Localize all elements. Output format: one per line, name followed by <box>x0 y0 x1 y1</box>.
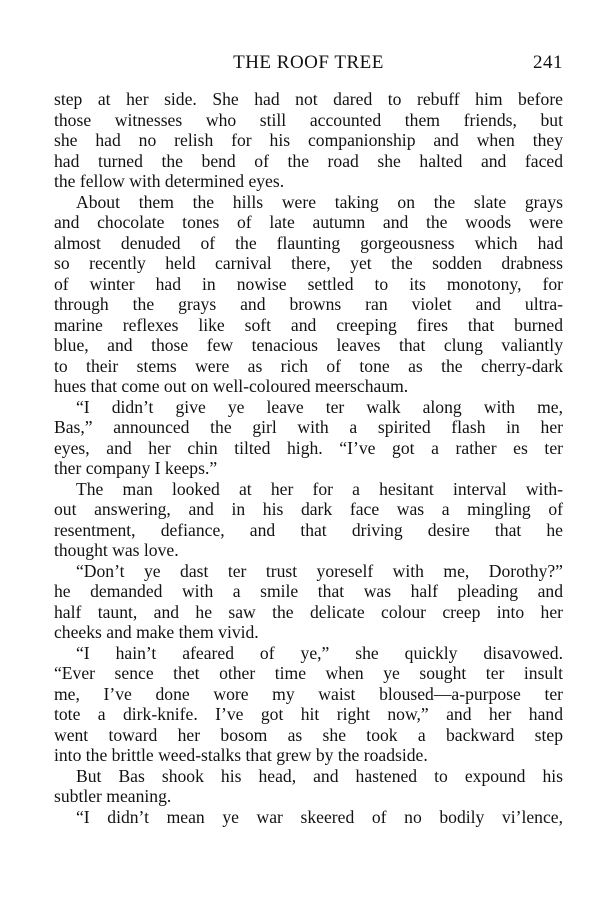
text-line: tote a dirk-knife. I’ve got hit right now,” and her hand <box>54 704 563 724</box>
text-line: marine reflexes like soft and creeping fires that burned <box>54 314 563 335</box>
text-line: cheeks and make them vivid. <box>54 622 259 642</box>
text-line: step at her side. She had not dared to rebuff him before <box>54 89 563 109</box>
text-line: “Ever sence thet other time when ye sought ter insult <box>54 663 563 683</box>
text-line: The man looked at her for a hesitant interval with- <box>76 478 563 499</box>
text-line: out answering, and in his dark face was a mingling of <box>54 499 563 519</box>
body-text <box>54 89 563 827</box>
text-line: had turned the bend of the road she halted and faced <box>54 150 563 171</box>
text-line: resentment, defiance, and that driving desire that he <box>54 519 563 540</box>
text-line: About them the hills were taking on the slate grays <box>76 191 563 212</box>
text-line: eyes, and her chin tilted high. “I’ve got a rather es ter <box>54 437 563 458</box>
text-line: Bas,” announced the girl with a spirited flash in her <box>54 417 563 437</box>
text-line: through the grays and browns ran violet and ultra- <box>54 294 563 314</box>
text-line: “Don’t ye dast ter trust yoreself with me, Dorothy?” <box>76 560 563 581</box>
text-line: ther company I keeps.” <box>54 458 218 478</box>
text-line: “I didn’t give ye leave ter walk along with me, <box>76 396 563 417</box>
text-line: subtler meaning. <box>54 786 172 806</box>
text-line: so recently held carnival there, yet the sodden drabness <box>54 253 563 273</box>
text-line: and chocolate tones of late autumn and the woods were <box>54 212 563 232</box>
text-line: he demanded with a smile that was half pleading and <box>54 581 563 601</box>
text-line: of winter had in nowise settled to its monotony, for <box>54 273 563 294</box>
text-line: thought was love. <box>54 540 179 560</box>
text-line: half taunt, and he saw the delicate colour creep into her <box>54 601 563 622</box>
text-line: those witnesses who still accounted them friends, but <box>54 109 563 130</box>
text-line: blue, and those few tenacious leaves that clung valiantly <box>54 335 563 355</box>
text-line: “I didn’t mean ye war skeered of no bodily vi’lence, <box>76 806 563 827</box>
text-line: she had no relish for his companionship and when they <box>54 130 563 150</box>
page-number: 241 <box>533 52 563 73</box>
running-head <box>54 52 563 76</box>
text-line: “I hain’t afeared of ye,” she quickly disavowed. <box>76 642 563 663</box>
running-title: THE ROOF TREE <box>233 52 384 73</box>
text-line: the fellow with determined eyes. <box>54 171 285 191</box>
text-line: hues that come out on well-coloured meerschaum. <box>54 376 409 396</box>
text-line: to their stems were as rich of tone as the cherry-dark <box>54 355 563 376</box>
text-line: almost denuded of the flaunting gorgeousness which had <box>54 232 563 253</box>
text-line: me, I’ve done wore my waist bloused—a-purpose ter <box>54 683 563 704</box>
text-line: went toward her bosom as she took a backward step <box>54 724 563 745</box>
text-line: into the brittle weed-stalks that grew by the roadside. <box>54 745 428 765</box>
text-line: But Bas shook his head, and hastened to expound his <box>76 765 563 786</box>
